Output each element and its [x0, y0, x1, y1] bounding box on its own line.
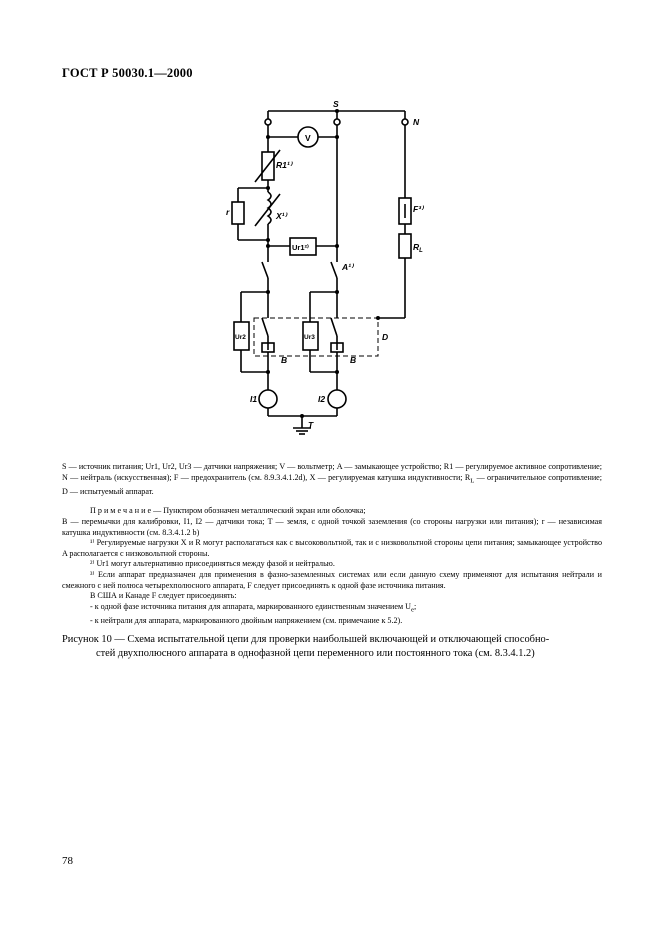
- label-ur2: Ur2: [235, 334, 246, 341]
- resistor-r: [232, 202, 244, 224]
- usa-item-1: - к одной фазе источника питания для аппарата, маркированного единственным значением $U_e$;: [90, 601, 417, 614]
- label-t: T: [308, 420, 314, 430]
- figure-caption: [62, 633, 607, 660]
- label-rl: $R_L$: [413, 242, 423, 254]
- label-a: A¹⁾: [342, 262, 354, 272]
- circuit-diagram: [0, 0, 661, 460]
- label-i2: I2: [318, 394, 326, 404]
- note-heading: П р и м е ч а н и е — Пунктиром обозначен металлический экран или оболочка;: [90, 506, 366, 516]
- page-header: ГОСТ Р 50030.1—2000: [62, 66, 193, 80]
- label-x: X¹⁾: [276, 211, 287, 221]
- terminal-left: [265, 119, 271, 125]
- terminal-neutral: [402, 119, 408, 125]
- page-number: 78: [62, 855, 73, 867]
- label-i1: I1: [250, 394, 258, 404]
- label-v: V: [305, 133, 311, 143]
- footnote-1: ¹⁾ Регулируемые нагрузки X и R могут располагаться как с высоковольтной, так и с низковольтной стороны цепи питания; замыкающее устройство A располагается с низковольтной стороны.: [62, 538, 602, 558]
- label-d: D: [382, 332, 389, 342]
- label-n: N: [413, 117, 420, 127]
- label-b-right: B: [350, 355, 357, 365]
- note-line-2: B — перемычки для калибровки, I1, I2 — датчики тока; T — земля, с одной точкой заземления (со стороны нагрузки или питания); r — независимая катушка индуктивности (см. 8.3.4.1.2 b): [62, 516, 602, 537]
- label-r: r: [226, 207, 230, 217]
- usa-item-2: - к нейтрали для аппарата, маркированного двойным напряжением (см. примечание к 5.2).: [90, 615, 403, 625]
- label-b-left: B: [281, 355, 288, 365]
- figure-notes: [62, 462, 602, 627]
- footnote-3: ³⁾ Если аппарат предназначен для применения в фазно-заземленных системах или если данную схему применяют для испытания нейтрали и смежного с ней полюса четырехполюсного аппарата, F следует присоединять к одной фазе источника питания.: [62, 569, 602, 590]
- resistor-rl: [399, 234, 411, 258]
- current-sensor-i1: [259, 390, 277, 408]
- current-sensor-i2: [328, 390, 346, 408]
- caption-line-2: стей двухполюсного аппарата в однофазной цепи переменного или постоянного тока (см. 8.3.4.1.2): [96, 647, 535, 659]
- label-f: F³⁾: [413, 204, 424, 214]
- legend-text: S — источник питания; Ur1, Ur2, Ur3 — датчики напряжения; V — вольтметр; A — замыкающее устройство; R1 — регулируемое активное сопротивление; N — нейтраль (искусственная); F — предохранитель (см. 8.9.3.4.1.2d), X — регулируемая катушка индуктивности; $R_L$ — ограничительное сопротивление; D — испытуемый аппарат.: [62, 462, 602, 496]
- label-r1: R1¹⁾: [276, 160, 292, 170]
- footnote-2: ²⁾ Ur1 могут альтернативно присоединяться между фазой и нейтралью.: [90, 559, 335, 569]
- label-s: S: [333, 99, 339, 109]
- caption-line-1: Рисунок 10 — Схема испытательной цепи для проверки наибольшей включающей и отключающей способно-: [62, 634, 550, 645]
- label-ur3: Ur3: [304, 334, 315, 341]
- usa-canada-note: В США и Канаде F следует присоединять:: [90, 591, 237, 601]
- terminal-middle: [334, 119, 340, 125]
- label-ur1: Ur1²⁾: [292, 243, 309, 252]
